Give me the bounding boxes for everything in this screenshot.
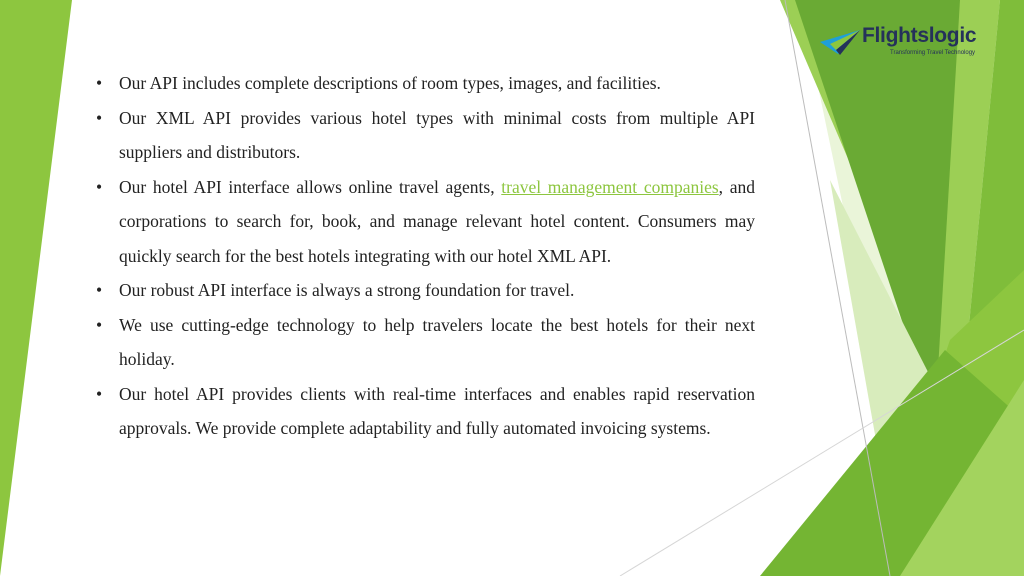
bullet-dot: • bbox=[96, 107, 103, 128]
list-item bbox=[96, 170, 755, 274]
list-item bbox=[96, 308, 755, 377]
bullet-text: Our hotel API provides clients with real-time interfaces and enables rapid reservation approvals. We provide complete adaptability and fully automated invoicing systems. bbox=[119, 383, 755, 438]
bullet-dot: • bbox=[96, 280, 103, 300]
bullet-dot: • bbox=[96, 73, 103, 93]
bullet-dot: • bbox=[96, 176, 103, 197]
bullet-text: We use cutting-edge technology to help travelers locate the best hotels for their next holiday. bbox=[119, 314, 755, 369]
logo-tagline: Transforming Travel Technology bbox=[890, 50, 976, 56]
list-item bbox=[96, 377, 755, 446]
logo-name: Flightslogic bbox=[862, 24, 977, 47]
list-item bbox=[96, 66, 755, 101]
bullet-list bbox=[96, 66, 755, 446]
bullet-dot: • bbox=[96, 383, 103, 404]
flightslogic-logo[interactable] bbox=[820, 24, 1000, 64]
bullet-text-pre: Our hotel API interface allows online travel agents, bbox=[119, 176, 502, 197]
bullet-text: Our robust API interface is always a strong foundation for travel. bbox=[119, 280, 575, 300]
list-item bbox=[96, 273, 755, 308]
paper-plane-icon bbox=[820, 28, 860, 56]
bullet-text: Our API includes complete descriptions of room types, images, and facilities. bbox=[119, 73, 661, 93]
bullet-text: Our XML API provides various hotel types with minimal costs from multiple API suppliers and distributors. bbox=[119, 107, 755, 162]
bullet-text-post: , and corporations to search for, book, and manage relevant hotel content. Consumers may quickly search for the best hotels integrating with our hotel XML API. bbox=[119, 176, 755, 266]
travel-management-companies-link[interactable]: travel management companies bbox=[501, 176, 719, 197]
bullet-dot: • bbox=[96, 314, 103, 335]
left-green-sliver bbox=[0, 0, 72, 576]
bullet-text bbox=[119, 170, 755, 274]
list-item bbox=[96, 101, 755, 170]
